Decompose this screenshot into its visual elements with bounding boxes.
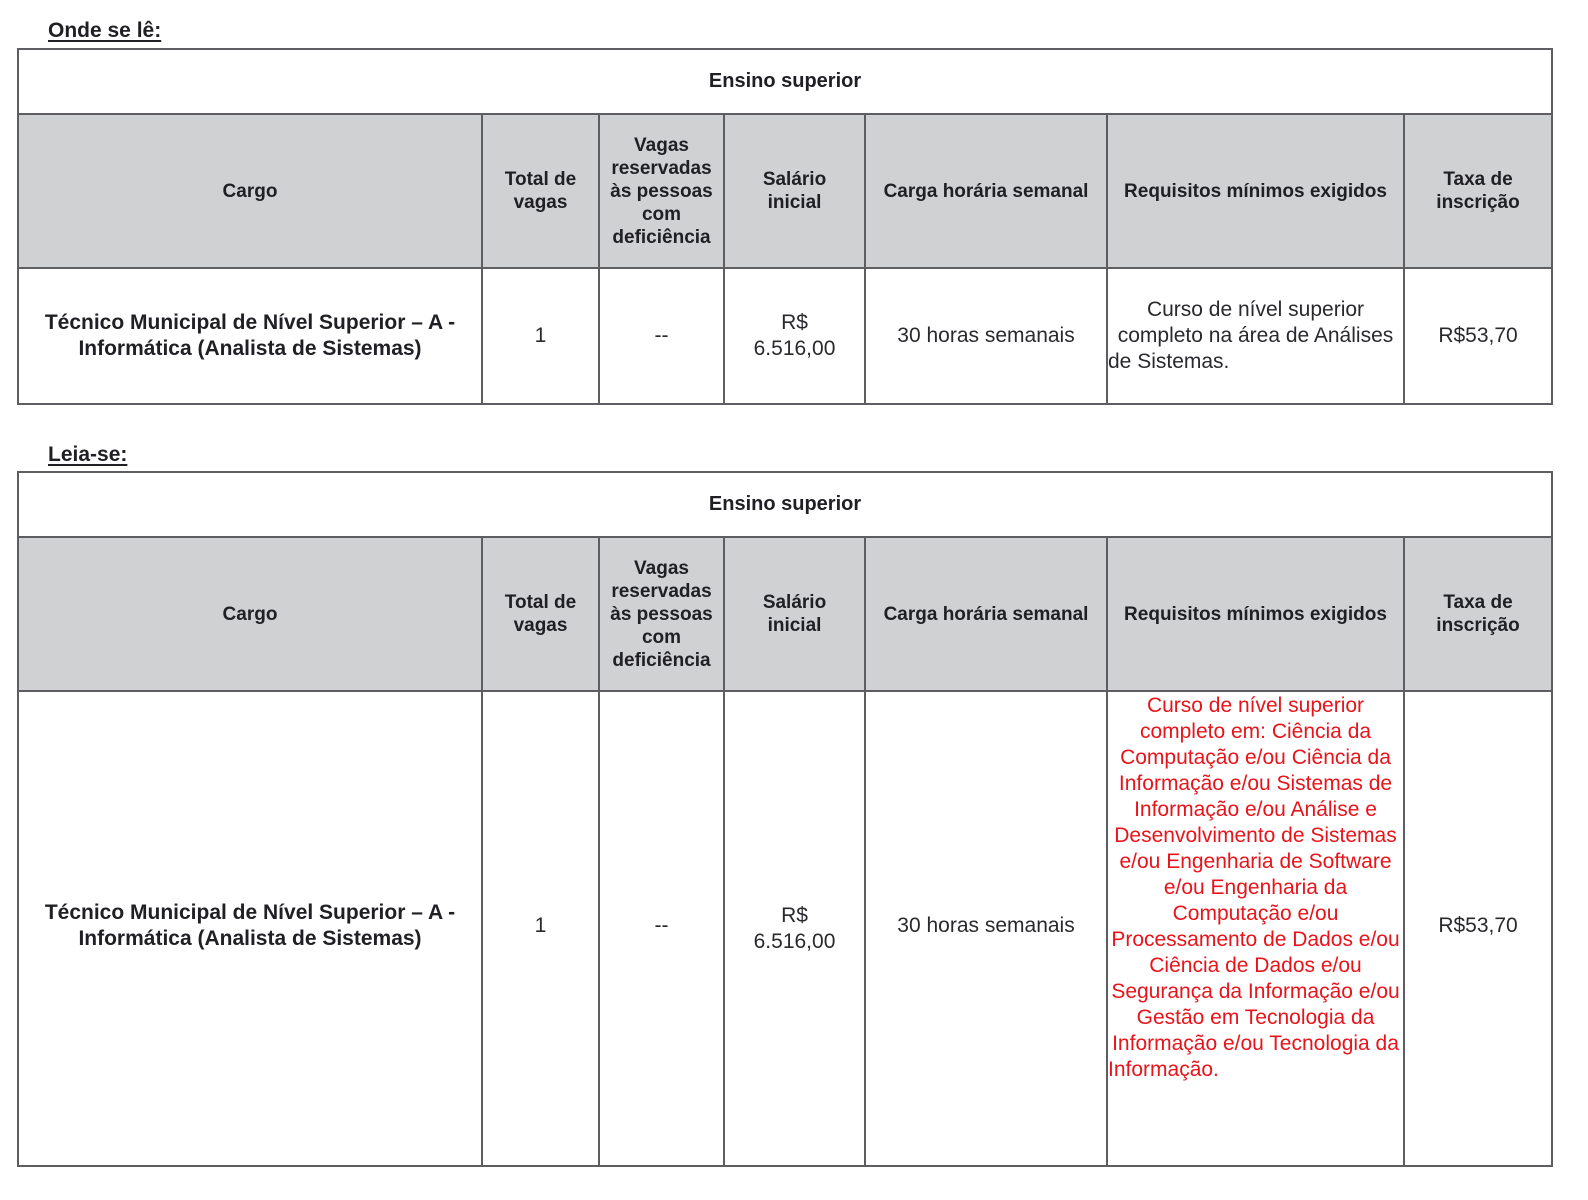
column-header-label: Salário inicial bbox=[762, 592, 827, 636]
section-label-onde-se-le: Onde se lê: bbox=[48, 19, 162, 42]
cell-salario bbox=[724, 268, 865, 404]
cell-total-vagas: 1 bbox=[482, 268, 599, 404]
cell-carga-horaria: 30 horas semanais bbox=[865, 268, 1107, 404]
corrected-table bbox=[17, 471, 1553, 1167]
column-header-requisitos: Requisitos mínimos exigidos bbox=[1107, 114, 1404, 268]
column-header-taxa bbox=[1404, 114, 1552, 268]
column-header-salario bbox=[724, 537, 865, 691]
cell-total-vagas: 1 bbox=[482, 691, 599, 1166]
cell-requisitos: Curso de nível superior completo na área de Análises de Sistemas. bbox=[1107, 268, 1404, 404]
table-title: Ensino superior bbox=[18, 472, 1552, 537]
column-header-vagas-pcd bbox=[599, 114, 724, 268]
column-header-label: Salário inicial bbox=[762, 169, 827, 213]
table-header-row bbox=[18, 537, 1552, 691]
section-label-leia-se: Leia-se: bbox=[48, 443, 128, 466]
cell-vagas-pcd: -- bbox=[599, 691, 724, 1166]
cell-vagas-pcd: -- bbox=[599, 268, 724, 404]
salario-value: R$ 6.516,00 bbox=[753, 311, 836, 360]
original-table bbox=[17, 48, 1553, 405]
table-title: Ensino superior bbox=[18, 49, 1552, 114]
table-title-row bbox=[18, 472, 1552, 537]
column-header-taxa bbox=[1404, 537, 1552, 691]
column-header-label: Total de vagas bbox=[504, 169, 577, 213]
table-header-row bbox=[18, 114, 1552, 268]
column-header-carga-horaria: Carga horária semanal bbox=[865, 537, 1107, 691]
cell-salario bbox=[724, 691, 865, 1166]
column-header-cargo: Cargo bbox=[18, 537, 482, 691]
salario-value: R$ 6.516,00 bbox=[753, 903, 836, 953]
column-header-label: Total de vagas bbox=[504, 592, 577, 636]
column-header-salario bbox=[724, 114, 865, 268]
column-header-total-vagas bbox=[482, 114, 599, 268]
column-header-total-vagas bbox=[482, 537, 599, 691]
table-title-row bbox=[18, 49, 1552, 114]
cell-taxa: R$53,70 bbox=[1404, 691, 1552, 1166]
table-row bbox=[18, 691, 1552, 1166]
cell-requisitos-corrected: Curso de nível superior completo em: Ciência da Computação e/ou Ciência da Informação e/ou Sistemas de Informação e/ou Análise e Desenvolvimento de Sistemas e/ou Engenharia de Software e/ou Engenharia da Computação e/ou Processamento de Dados e/ou Ciência de Dados e/ou Segurança da Informação e/ou Gestão em Tecnologia da Informação e/ou Tecnologia da Informação. bbox=[1107, 691, 1404, 1166]
cell-taxa: R$53,70 bbox=[1404, 268, 1552, 404]
column-header-requisitos: Requisitos mínimos exigidos bbox=[1107, 537, 1404, 691]
column-header-label: Taxa de inscrição bbox=[1436, 592, 1520, 636]
cell-cargo: Técnico Municipal de Nível Superior – A - Informática (Analista de Sistemas) bbox=[18, 691, 482, 1166]
column-header-label: Taxa de inscrição bbox=[1436, 169, 1520, 213]
cell-cargo: Técnico Municipal de Nível Superior – A - Informática (Analista de Sistemas) bbox=[18, 268, 482, 404]
column-header-label: Vagas reservadas às pessoas com deficiência bbox=[610, 134, 713, 248]
column-header-carga-horaria: Carga horária semanal bbox=[865, 114, 1107, 268]
table-row bbox=[18, 268, 1552, 404]
column-header-vagas-pcd bbox=[599, 537, 724, 691]
column-header-label: Vagas reservadas às pessoas com deficiência bbox=[610, 557, 713, 671]
column-header-cargo: Cargo bbox=[18, 114, 482, 268]
cell-carga-horaria: 30 horas semanais bbox=[865, 691, 1107, 1166]
